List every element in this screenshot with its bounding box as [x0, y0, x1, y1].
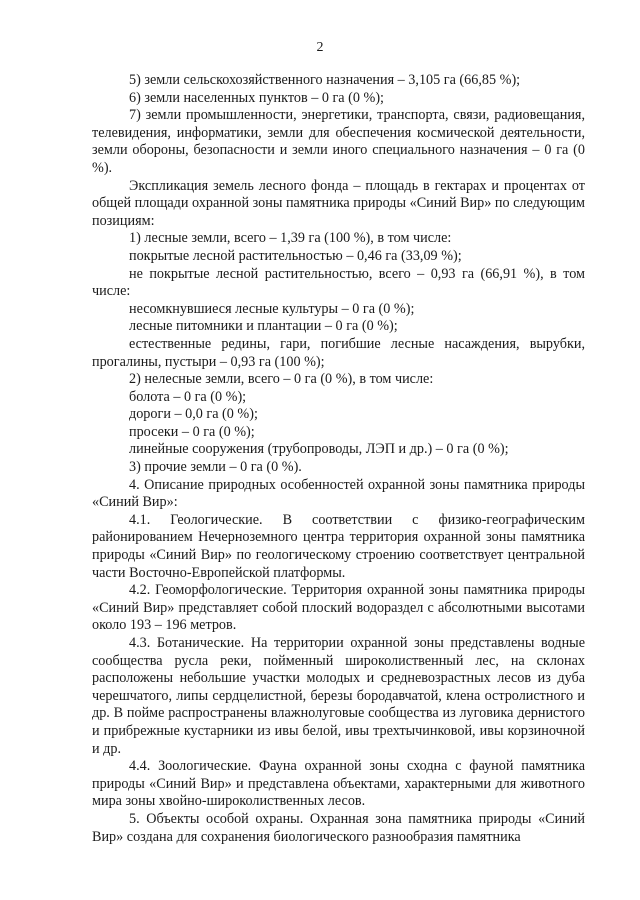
- paragraph-land-industry: 7) земли промышленности, энергетики, транспорта, связи, радиовещания, телевидения, информатики, земли для обеспечения космической деятельности, земли обороны, безопасности и земли иного специального назначения – 0 га (0 %).: [92, 107, 585, 176]
- paragraph-zoological: 4.4. Зоологические. Фауна охранной зоны сходна с фауной памятника природы «Синий Вир» и представлена объектами, характерными для животного мира зоны хвойно-широколиственных лесов.: [92, 758, 585, 810]
- paragraph-forest-nurseries: лесные питомники и плантации – 0 га (0 %);: [129, 318, 398, 335]
- paragraph-other-lands: 3) прочие земли – 0 га (0 %).: [129, 459, 302, 476]
- paragraph-protected-objects: 5. Объекты особой охраны. Охранная зона памятника природы «Синий Вир» создана для сохранения биологического разнообразия памятника: [92, 810, 585, 845]
- paragraph-forest-covered: покрытые лесной растительностью – 0,46 га (33,09 %);: [129, 247, 462, 264]
- paragraph-nonforest-lands: 2) нелесные земли, всего – 0 га (0 %), в том числе:: [129, 371, 434, 388]
- paragraph-land-agricultural: 5) земли сельскохозяйственного назначения – 3,105 га (66,85 %);: [129, 72, 521, 88]
- paragraph-linear-structures: линейные сооружения (трубопроводы, ЛЭП и др.) – 0 га (0 %);: [129, 441, 509, 458]
- document-body: [92, 72, 585, 846]
- paragraph-land-settlements: 6) земли населенных пунктов – 0 га (0 %);: [129, 89, 384, 106]
- paragraph-natural-features: 4. Описание природных особенностей охранной зоны памятника природы «Синий Вир»:: [92, 476, 585, 511]
- paragraph-botanical: 4.3. Ботанические. На территории охранной зоны представлены водные сообщества русла реки, пойменный широколиственный лес, на склонах расположены небольшие участки молодых и средневозрастных лесов из дуба черешчатого, липы сердцелистной, березы бородавчатой, клена остролистного и др. В пойме распространены влажнолуговые сообщества из луговика дернистого и прибрежные кустарники из ивы белой, ивы трехтычинковой, ивы корзиночной и др.: [92, 635, 585, 757]
- paragraph-geomorphological: 4.2. Геоморфологические. Территория охранной зоны памятника природы «Синий Вир» представляет собой плоский водораздел с абсолютными высотами около 193 – 196 метров.: [92, 582, 585, 634]
- paragraph-forest-uncovered: не покрытые лесной растительностью, всего – 0,93 га (66,91 %), в том числе:: [92, 265, 585, 300]
- paragraph-forest-lands: 1) лесные земли, всего – 1,39 га (100 %), в том числе:: [129, 230, 452, 247]
- paragraph-forest-explication: Экспликация земель лесного фонда – площадь в гектарах и процентах от общей площади охранной зоны памятника природы «Синий Вир» по следующим позициям:: [92, 177, 585, 229]
- page-number: 2: [316, 40, 324, 55]
- paragraph-forest-sparse: естественные редины, гари, погибшие лесные насаждения, вырубки, прогалины, пустыри – 0,93 га (100 %);: [92, 335, 585, 370]
- paragraph-geological: 4.1. Геологические. В соответствии с физико-географическим районированием Нечерноземного центра территория охранной зоны памятника природы «Синий Вир» по геологическому строению соответствует центральной части Восточно-Европейской платформы.: [92, 511, 585, 581]
- paragraph-roads: дороги – 0,0 га (0 %);: [129, 406, 258, 423]
- paragraph-clearings: просеки – 0 га (0 %);: [129, 423, 255, 440]
- paragraph-swamps: болота – 0 га (0 %);: [129, 388, 247, 405]
- paragraph-forest-cultures: несомкнувшиеся лесные культуры – 0 га (0 %);: [129, 300, 415, 317]
